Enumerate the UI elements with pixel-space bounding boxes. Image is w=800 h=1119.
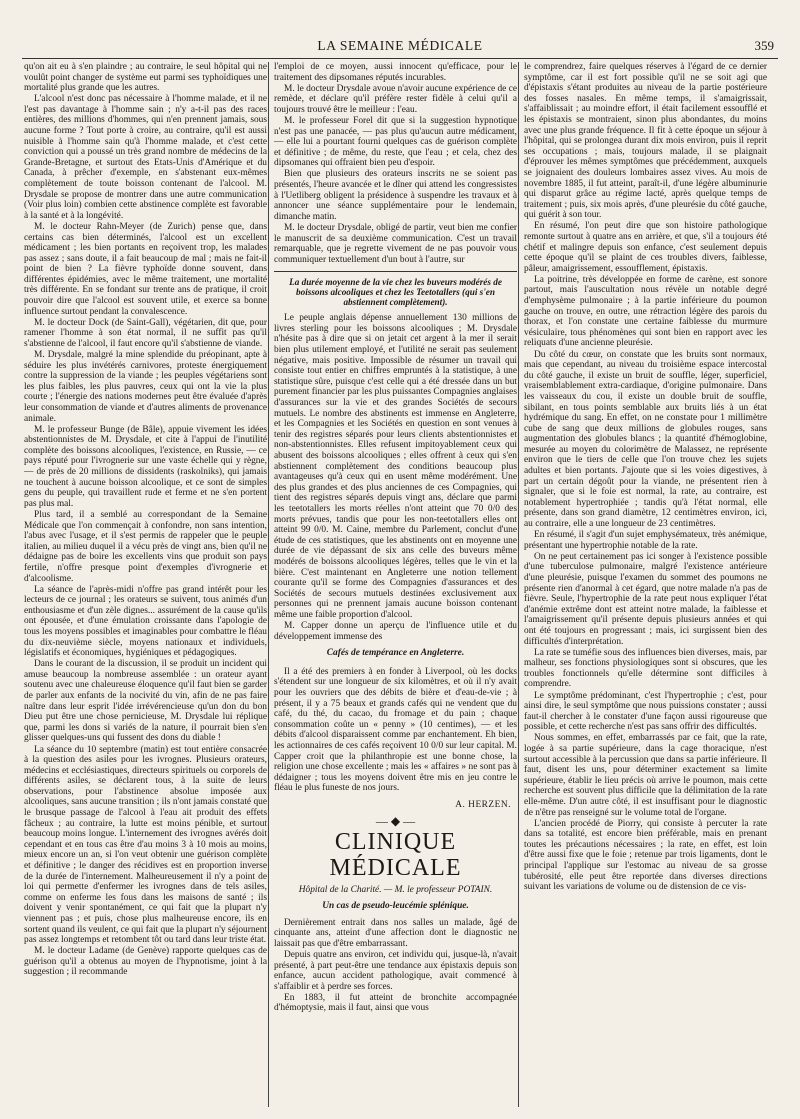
paragraph: M. Capper donne un aperçu de l'influence utile et du développement immense des (274, 621, 517, 642)
journal-title: LA SEMAINE MÉDICALE (317, 38, 483, 53)
column-separator (518, 62, 519, 1107)
paragraph: M. le docteur Ladame (de Genève) rapporte quelques cas de guérison qu'il a obtenus au moyen de l'hypnotisme, joint à la suggestion ; il recommande (24, 946, 267, 978)
section-title: CLINIQUE MÉDICALE (329, 828, 462, 881)
hospital-line: Hôpital de la Charité. — M. le professeur POTAIN. (298, 884, 493, 895)
page-number: 359 (754, 38, 774, 53)
paragraph: M. Drysdale, malgré la mine splendide du préopinant, apte à séduire les plus invétérés carnivores, proteste énergiquement contre la suppression de la viande ; les peuples végétariens sont les plus faibles, les plus pauvres, ceux qui ont la vie la plus courte ; l'énergie des nations modernes peut être évaluée d'après leur consommation de viande et d'autres aliments de provenance animale. (24, 350, 267, 424)
paragraph: M. le docteur Drysdale avoue n'avoir aucune expérience de ce remède, et déclare qu'il préfère rester fidèle à celui qu'il a toujours trouvé être le meilleur : l'eau. (274, 83, 517, 115)
paragraph: Plus tard, il a semblé au correspondant de la Semaine Médicale que l'on commençait à confondre, non sans intention, l'abus avec l'usage, et il s'est permis de rappeler que le peuple italien, au milieu duquel il a vécu près de vingt ans, bien qu'il ne dédaigne pas de boire les excellents vins que produit son pays fertile, n'offre presque point d'exemples d'ivrognerie et d'alcoolisme. (24, 509, 267, 584)
paragraph: En résumé, l'on peut dire que son histoire pathologique remonte surtout à quatre ans en arrière, et que, s'il a toujours été chétif et malingre depuis son enfance, c'est seulement depuis cette époque qu'il se plaint de ces troubles divers, faiblesse, pâleur, amaigrissement, essoufflement, épistaxis. (524, 221, 767, 274)
paragraph: M. le professeur Forel dit que si la suggestion hypnotique n'est pas une panacée, — pas plus qu'aucun autre médicament, — elle lui a pourtant fourni quelques cas de guérison complète et définitive ; de même, du reste, que l'eau ; et cela, chez des dipsomanes qui offraient bien peu d'espoir. (274, 115, 517, 169)
paragraph: Depuis quatre ans environ, cet individu qui, jusque-là, n'avait présenté, à part peut-être une tendance aux épistaxis depuis son enfance, aucun accident pathologique, avait commencé à s'affaiblir et à perdre ses forces. (274, 949, 517, 992)
case-heading: Un cas de pseudo-leucémie splénique. (322, 901, 469, 912)
paragraph: qu'on ait eu à s'en plaindre ; au contraire, le seul hôpital qui ne voulût point changer de système eut parmi ses typhoïdiques une mortalité plus grande que les autres. (24, 62, 267, 94)
paragraph: En 1883, il fut atteint de bronchite accompagnée d'hémoptysie, mais il faut, ainsi que vous (274, 992, 517, 1014)
section-rule (274, 271, 517, 272)
paragraph: l'emploi de ce moyen, aussi innocent qu'efficace, pour le traitement des dipsomanes réputés incurables. (274, 62, 517, 83)
paragraph: L'alcool n'est donc pas nécessaire à l'homme malade, et il ne l'est pas davantage à l'homme sain ; n'y a-t-il pas des races entières, des millions d'hommes, qui n'en prennent jamais, sous aucune forme ? Tout porte à croire, au contraire, qu'il est aussi nuisible à l'homme sain qu'à l'homme malade, et c'est cette conviction qui a poussé un très grand nombre de médecins de la Grande-Bretagne, et surtout des Etats-Unis d'Amérique et du Canada, à prêcher d'exemple, en s'abstenant eux-mêmes complètement de toute boisson contenant de l'alcool. M. Drysdale se propose de montrer dans une autre communication (Voir plus loin) combien cette abstinence complète est favorable à la santé et à la longévité. (24, 94, 267, 221)
paragraph: Bien que plusieurs des orateurs inscrits ne se soient pas présentés, l'heure avancée et le dîner qui attend les congressistes à l'Uetliberg obligent la présidence à suspendre les travaux et à annoncer une séance supplémentaire pour le lendemain, dimanche matin. (274, 169, 517, 222)
section-heading: Cafés de tempérance en Angleterre. (326, 648, 465, 659)
column-3 (524, 62, 767, 1107)
paragraph: M. le professeur Bunge (de Bâle), appuie vivement les idées abstentionnistes de M. Drysdale, et cite à l'appui de l'inutilité complète des boissons alcooliques, l'existence, en Russie, — ce pays réputé pour l'ivrognerie sur une vaste échelle qui y règne, — de près de 20 millions de dissidents (raskolniks), qui jamais ne touchent à aucune boisson alcoolique, et ce sont de simples gens du peuple, qui travaillent rude et ferme et ne s'en portent pas plus mal. (24, 424, 267, 509)
column-separator (268, 62, 269, 1107)
paragraph: Le symptôme prédominant, c'est l'hypertrophie ; c'est, pour ainsi dire, le seul symptôme que nous puissions constater ; aussi faut-il chercher à le constater d'une façon aussi rigoureuse que possible, et cette recherche n'est pas sans offrir des difficultés. (524, 690, 767, 733)
paragraph: La séance du 10 septembre (matin) est tout entière consacrée à la question des asiles pour les ivrognes. Plusieurs orateurs, médecins et ecclésiastiques, directeurs spirituels ou corporels de différents asiles, se déclarent tous, à la suite de leurs observations, pour l'abstinence absolue imposée aux alcooliques, sans aucune transition ; ils n'ont jamais constaté que le brusque passage de l'alcool à l'eau ait produit des effets fâcheux ; au contraire, la lutte est moins pénible, et surtout beaucoup moins longue. L'internement des ivrognes avérés doit cependant et en tous cas être d'au moins 3 à 10 mois au moins, mieux encore un an, si l'on veut obtenir une guérison complète et définitive ; le danger des récidives est en proportion inverse de la durée de l'internement. Malheureusement il n'y a point de loi qui permette d'enfermer les ivrognes dans de tels asiles, comme on enferme les fous dans les maisons de santé ; ils doivent y venir spontanément, ce qui fait que la plupart n'y viennent pas ; et puis, chose plus malheureuse encore, ils en sortent quand ils veulent, ce qui fait que la plupart n'y séjournent pas assez longtemps et retombent tôt ou tard dans leur triste état. (24, 744, 267, 946)
paragraph: La rate se tuméfie sous des influences bien diverses, mais, par malheur, ses fonctions physiologiques sont si obscures, que les troubles fonctionnels qu'elle détermine sont difficiles à comprendre. (524, 647, 767, 690)
paragraph: M. le docteur Dock (de Saint-Gall), végétarien, dit que, pour ramener l'homme à son état normal, il ne suffit pas qu'il s'abstienne de l'alcool, il faut encore qu'il s'abstienne de viande. (24, 317, 267, 349)
paragraph: L'ancien procédé de Piorry, qui consiste à percuter la rate dans sa totalité, est encore bien préférable, mais en prenant toutes les précautions nécessaires ; la rate, en effet, est loin d'être aussi fixe que le foie ; retenue par trois ligaments, dont le principal l'applique sur l'estomac au niveau de sa grosse tubérosité, elle peut être reportée dans diverses directions suivant les variations de volume ou de distension de ce vis- (524, 818, 767, 893)
diamond-ornament-icon: — ◆ — (375, 813, 416, 828)
paragraph: On ne peut certainement pas ici songer à l'existence possible d'une tuberculose pulmonaire, malgré l'existence antérieure d'une pleurésie, puisque l'examen du sommet des poumons ne présente rien d'anormal à cet égard, que notre malade n'a pas de fièvre. Seule, l'hypertrophie de la rate peut nous expliquer l'état d'anémie extrême dont est atteint notre malade, la faiblesse et l'amaigrissement qu'il présente depuis plusieurs années et qui ont été toujours en progressant ; mais, ici surgissent bien des difficultés d'interprétation. (524, 551, 767, 647)
author-signature: A. HERZEN. (455, 799, 511, 810)
paragraph: M. le docteur Drysdale, obligé de partir, veut bien me confier le manuscrit de sa deuxième communication. C'est un travail remarquable, que je regrette vivement de ne pas pouvoir vous communiquer textuellement d'un bout à l'autre, sur (274, 222, 517, 265)
section-heading: La durée moyenne de la vie chez les buveurs modérés de boissons alcooliques et chez les Teetotallers (qui s'en abstiennent complètement). (289, 277, 502, 308)
paragraph: M. le docteur Rahn-Meyer (de Zurich) pense que, dans certains cas bien déterminés, l'alcool est un excellent médicament ; les bien portants en reçoivent trop, les malades pas assez ; sans doute, il a fait beaucoup de mal ; mais ne fait-il point de bien ? La fièvre typhoïde donne souvent, dans différentes épidémies, avec le même traitement, une mortalité très différente. En se fondant sur trente ans de pratique, il croit pouvoir dire que l'alcool est souvent utile, et exerce sa bonne influence surtout pendant la convalescence. (24, 221, 267, 317)
paragraph: le comprendrez, faire quelques réserves à l'égard de ce dernier symptôme, car il est fort possible qu'il ne se soit agi que d'épistaxis s'étant produites au niveau de la partie postérieure des fosses nasales. En même temps, il s'amaigrissait, s'affaiblissait ; au moindre effort, il était facilement essoufflé et les épistaxis se montraient, sinon plus abondantes, du moins avec une plus grande fréquence. Il fit à cette époque un séjour à l'hôpital, qui se prolongea durant dix mois environ, puis il reprit ses occupations ; mais, toujours malade, il se plaignait d'éprouver les mêmes symptômes que précédemment, auxquels se joignaient des douleurs lombaires assez vives. Au mois de novembre 1885, il fut atteint, paraît-il, d'une légère albuminurie qui disparut grâce au régime lacté, après quelque temps de traitement ; puis, six mois après, d'une pleurésie du côté gauche, qui guérit à son tour. (524, 62, 767, 221)
paragraph: Nous sommes, en effet, embarrassés par ce fait, que la rate, logée à sa partie supérieure, dans la cage thoracique, n'est surtout accessible à la percussion que dans sa partie inférieure. Il faut, disent les uns, pour déterminer exactement sa limite supérieure, établir le lieu précis où arrive le poumon, mais cette recherche est souvent plus difficile que la délimitation de la rate elle-même. D'un autre côté, il est insuffisant pour le diagnostic de n'être pas renseigné sur le volume total de l'organe. (524, 733, 767, 818)
column-1 (24, 62, 267, 1107)
column-2 (274, 62, 517, 1107)
paragraph: Il a été des premiers à en fonder à Liverpool, où les docks s'étendent sur une longueur de six kilomètres, et où il n'y avait pour les ouvriers que des débits de bière et d'eau-de-vie ; à présent, il y a 75 beaux et grands cafés qui ne vendent que du café, du thé, du cacao, du fromage et du pain ; chaque consommation coûte un « penny » (10 centimes), — et les débits d'alcool disparaissent comme par enchantement. Eh bien, les actionnaires de ces cafés reçoivent 10 0/0 sur leur capital. M. Capper croit que la philanthropie est une bonne chose, la religion une chose excellente ; mais les « affaires » ne sont pas à dédaigner ; tous les moyens doivent être mis en jeu contre le fléau le plus funeste de nos jours. (274, 666, 517, 794)
page-header (22, 38, 778, 56)
paragraph: Dans le courant de la discussion, il se produit un incident qui amuse beaucoup la nombreuse assemblée : un orateur ayant soutenu avec une chaleureuse éloquence qu'il faut bien se garder de parler aux enfants de la nocivité du vin, afin de ne pas faire naître dans leur esprit l'idée irrévérencieuse qu'un don du bon Dieu put être une chose pernicieuse, M. Drysdale lui réplique que, parmi les dons si variés de la nature, il pourrait bien s'en glisser quelques-uns qui fussent des dons du diable ! (24, 659, 267, 744)
paragraph: La poitrine, très développée en forme de carène, est sonore partout, mais l'auscultation nous révèle un notable degré d'emphysème pulmonaire ; à la partie inférieure du poumon gauche on trouve, en outre, une rétraction légère des parois du thorax, et l'on constate une certaine faiblesse du murmure vésiculaire, tous phénomènes qui sont bien en rapport avec les reliquats d'une ancienne pleurésie. (524, 274, 767, 349)
paragraph: La séance de l'après-midi n'offre pas grand intérêt pour les lecteurs de ce journal ; les orateurs se suivent, tous animés d'un enthousiasme et d'un zèle dignes... assurément de la cause qu'ils ont épousée, et d'une émulation croissante dans l'apologie de tous les moyens possibles et imaginables pour combattre le fléau du dix-neuvième siècle, moyens nationaux et individuels, législatifs et économiques, hygiéniques et pédagogiques. (24, 584, 267, 659)
header-rule (22, 58, 778, 59)
paragraph: En résumé, il s'agit d'un sujet emphysémateux, très anémique, présentant une hypertrophie notable de la rate. (524, 530, 767, 551)
paragraph: Le peuple anglais dépense annuellement 130 millions de livres sterling pour les boissons alcooliques ; M. Drysdale n'hésite pas à dire que si on jetait cet argent à la mer il serait bien plus utilement employé, et l'utilité ne serait pas seulement négative, mais positive. Impossible de résumer un travail qui consiste tout entier en chiffres empruntés à la statistique, à une statistique sûre, puisque c'est celle qui a été dressée dans un but purement financier par les plus puissantes Compagnies anglaises d'assurances sur la vie et des grandes Sociétés de secours mutuels. Le nombre des abstinents est immense en Angleterre, et les Compagnies et les Sociétés en question en sont venues à tenir des registres séparés pour leurs clients abstentionnistes et non-abstentionnistes. Elles refusent impitoyablement ceux qui abusent des boissons alcooliques ; elles offrent à ceux qui s'en abstiennent complètement des conditions beaucoup plus avantageuses qu'à ceux qui en usent même modérément. Une des plus grandes et des plus anciennes de ces Compagnies, qui tient des registres séparés depuis vingt ans, déclare que parmi les teetotallers les morts réelles n'ont atteint que 70 0/0 des morts prévues, tandis que pour les non-teetotallers elles ont atteint 99 0/0. M. Caine, membre du Parlement, conclut d'une étude de ces statistiques, que les abstinents ont en moyenne une durée de vie dépassant de six ans celle des buveurs même modérés de boissons alcooliques légères, telles que le vin et la bière. C'est maintenant en Angleterre une notion tellement courante qu'il se forme des Compagnies d'assurances et des Sociétés de secours mutuels destinées exclusivement aux personnes qui ne prennent jamais aucune boisson contenant même une faible proportion d'alcool. (274, 313, 517, 620)
paragraph: Dernièrement entrait dans nos salles un malade, âgé de cinquante ans, atteint d'une affection dont le diagnostic ne laissait pas que d'être embarrassant. (274, 917, 517, 949)
paragraph: Du côté du cœur, on constate que les bruits sont normaux, mais que cependant, au niveau du troisième espace intercostal du côté gauche, il existe un bruit de souffle, léger, superficiel, vraisemblablement extra-cardiaque, d'origine pulmonaire. Dans les vaisseaux du cou, il existe un double bruit de souffle, sibilant, en tous points semblable aux bruits liés à un état hydrémique du sang. En effet, on ne constate pour 1 millimètre cube de sang que deux millions de globules rouges, sans augmentation des globules blancs ; la quantité d'hémoglobine, mesurée au moyen du colorimètre de Malassez, ne représente environ que le tiers de celle que l'on trouve chez les sujets adultes et bien portants. J'ajoute que si les voies digestives, à part un certain dégoût pour la viande, ne présentent rien à signaler, que si le foie est normal, la rate, au contraire, est notablement hypertrophiée ; tandis qu'à l'état normal, elle présente, dans son grand diamètre, 12 centimètres environ, ici, au contraire, elle a une longueur de 23 centimètres. (524, 349, 767, 530)
